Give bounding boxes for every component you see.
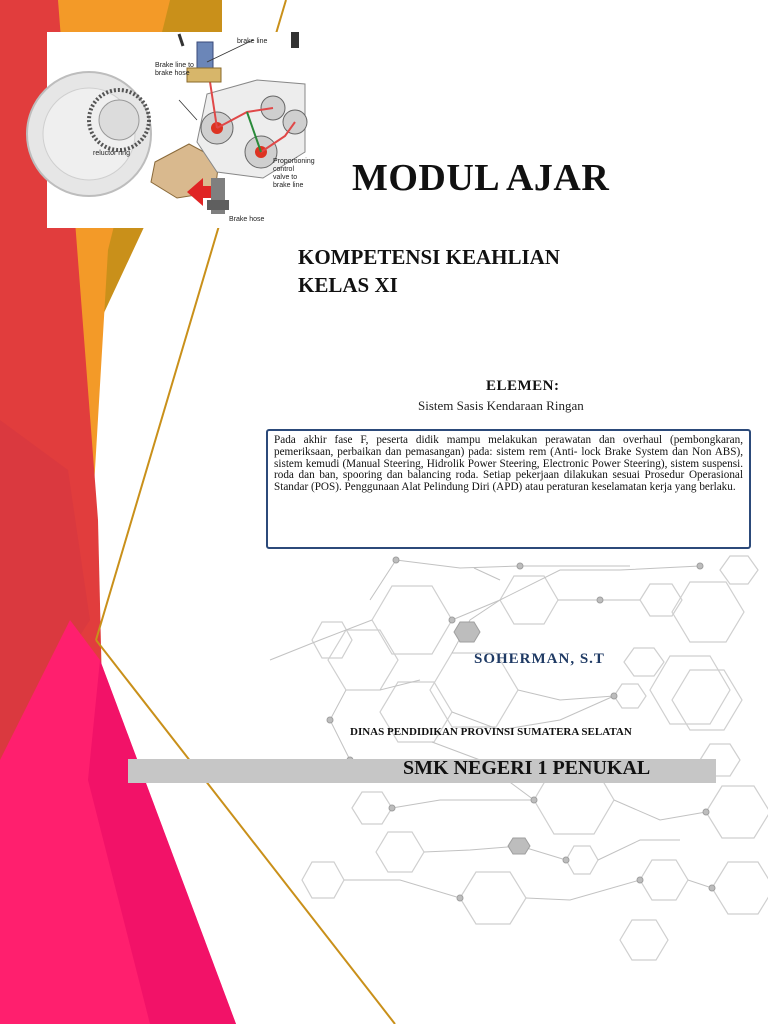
caption-reluctor-ring: reluctor ring xyxy=(93,150,130,157)
kompetensi-block xyxy=(298,243,560,299)
caption-brake-line-to-hose: Brake line to brake hose xyxy=(155,62,194,77)
kompetensi-line2: KELAS XI xyxy=(298,273,398,297)
hexagon xyxy=(672,670,742,730)
hexagon xyxy=(614,684,646,708)
hexagon xyxy=(650,656,730,724)
hexagon xyxy=(352,792,392,824)
hexagon xyxy=(620,920,668,960)
hexagon xyxy=(672,582,744,642)
author-name: SOHERMAN, S.T xyxy=(474,651,605,667)
hexagon xyxy=(640,584,682,616)
hexagon-filled xyxy=(454,622,480,642)
caption-proportioning: Proportioning control valve to brake line xyxy=(273,158,315,189)
hexagon xyxy=(460,872,526,924)
hexagon xyxy=(372,586,452,654)
hexagon xyxy=(328,630,398,690)
brake-system-illustration xyxy=(47,32,315,228)
elemen-heading: ELEMEN: xyxy=(486,378,560,394)
hexagon xyxy=(720,556,758,584)
elemen-subtitle: Sistem Sasis Kendaraan Ringan xyxy=(418,398,584,413)
kompetensi-line1: KOMPETENSI KEAHLIAN xyxy=(298,245,560,269)
hexagon xyxy=(706,786,768,838)
hexagon xyxy=(640,860,688,900)
hexagon xyxy=(376,832,424,872)
description-box: Pada akhir fase F, peserta didik mampu melakukan perawatan dan overhaul (pembongkaran, pemeriksaan, perbaikan dan pemasangan) pada: sistem rem (Anti- lock Brake System dan Non ABS), sistem kemudi (Manual Steering, Hidrolik Power Steering, Electronic Power Steering), sistem suspensi. roda dan ban, spooring dan balancing roda. Setiap pekerjaan dilakukan sesuai Prosedur Operasional Standar (POS). Penggunaan Alat Pelindung Diri (APD) atau peraturan keselamatan kerja yang berlaku. xyxy=(266,429,751,549)
hexagon xyxy=(566,846,598,874)
hexagon xyxy=(624,648,664,676)
hexagon xyxy=(712,862,768,914)
page-title: MODUL AJAR xyxy=(352,157,610,199)
school-name: SMK NEGERI 1 PENUKAL xyxy=(403,757,651,779)
hexagon xyxy=(500,576,558,624)
hexagon-filled xyxy=(508,838,530,854)
caption-brake-line: brake line xyxy=(237,38,268,45)
institution-name: DINAS PENDIDIKAN PROVINSI SUMATERA SELATAN xyxy=(350,726,632,738)
caption-brake-hose: Brake hose xyxy=(229,216,265,223)
hexagon xyxy=(302,862,344,898)
